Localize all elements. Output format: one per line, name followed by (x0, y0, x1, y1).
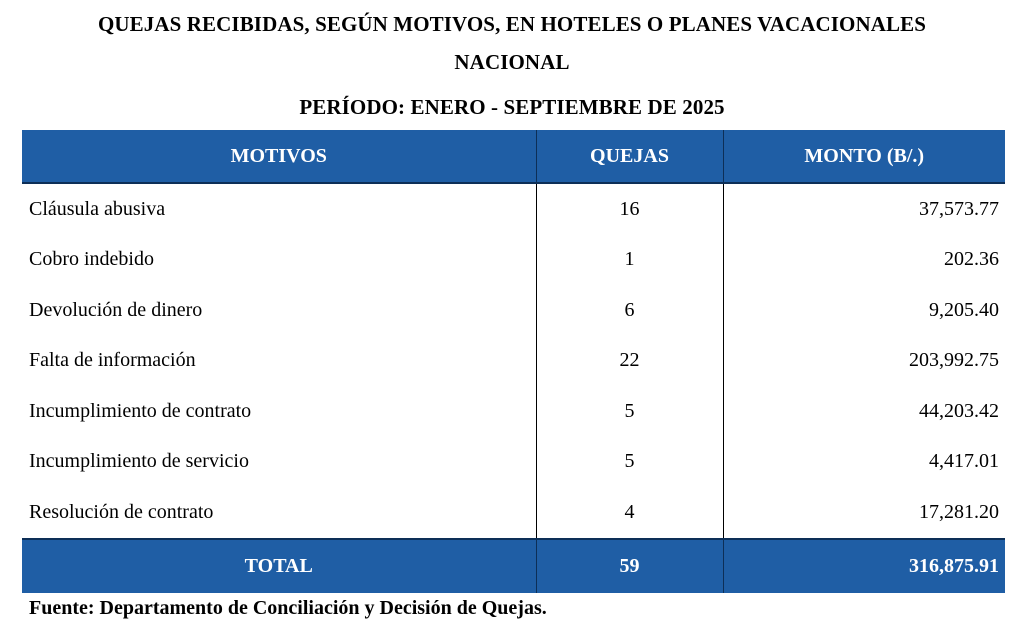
monto-cell: 17,281.20 (919, 500, 999, 523)
monto-cell: 203,992.75 (909, 349, 999, 372)
quejas-cell: 22 (536, 336, 723, 387)
monto-cell: 44,203.42 (919, 399, 999, 422)
table-row (22, 235, 1005, 286)
table-row (22, 487, 1005, 539)
total-quejas: 59 (536, 539, 723, 593)
source-note: Fuente: Departamento de Conciliación y Decisión de Quejas. (29, 597, 547, 619)
period-label: PERÍODO: ENERO - SEPTIEMBRE DE 2025 (299, 95, 725, 119)
monto-cell: 37,573.77 (919, 197, 999, 220)
motivo-cell: Incumplimiento de contrato (22, 386, 536, 437)
quejas-cell: 1 (536, 235, 723, 286)
total-label: TOTAL (22, 539, 536, 593)
table-header (22, 130, 1005, 183)
quejas-cell: 5 (536, 386, 723, 437)
motivo-cell: Resolución de contrato (22, 487, 536, 539)
quejas-cell: 6 (536, 285, 723, 336)
quejas-cell: 5 (536, 437, 723, 488)
motivo-cell: Incumplimiento de servicio (22, 437, 536, 488)
quejas-cell: 16 (536, 183, 723, 235)
header-motivos: MOTIVOS (22, 130, 536, 183)
quejas-cell: 4 (536, 487, 723, 539)
table-row (22, 336, 1005, 387)
table-row (22, 437, 1005, 488)
total-monto: 316,875.91 (723, 539, 1005, 593)
table-body (22, 183, 1005, 539)
document-title: QUEJAS RECIBIDAS, SEGÚN MOTIVOS, EN HOTELES O PLANES VACACIONALES (97, 12, 926, 36)
motivo-cell: Falta de información (22, 336, 536, 387)
monto-cell: 202.36 (944, 248, 999, 271)
table-row (22, 183, 1005, 235)
header-monto: MONTO (B/.) (723, 130, 1005, 183)
document-subtitle: NACIONAL (454, 50, 570, 74)
monto-cell: 4,417.01 (929, 450, 999, 473)
motivo-cell: Devolución de dinero (22, 285, 536, 336)
table-row (22, 285, 1005, 336)
motivo-cell: Cláusula abusiva (22, 183, 536, 235)
header-quejas: QUEJAS (536, 130, 723, 183)
table-footer (22, 539, 1005, 593)
monto-cell: 9,205.40 (929, 298, 999, 321)
header-row (22, 130, 1005, 183)
motivo-cell: Cobro indebido (22, 235, 536, 286)
total-row (22, 539, 1005, 593)
complaints-table (22, 130, 1005, 593)
table-row (22, 386, 1005, 437)
